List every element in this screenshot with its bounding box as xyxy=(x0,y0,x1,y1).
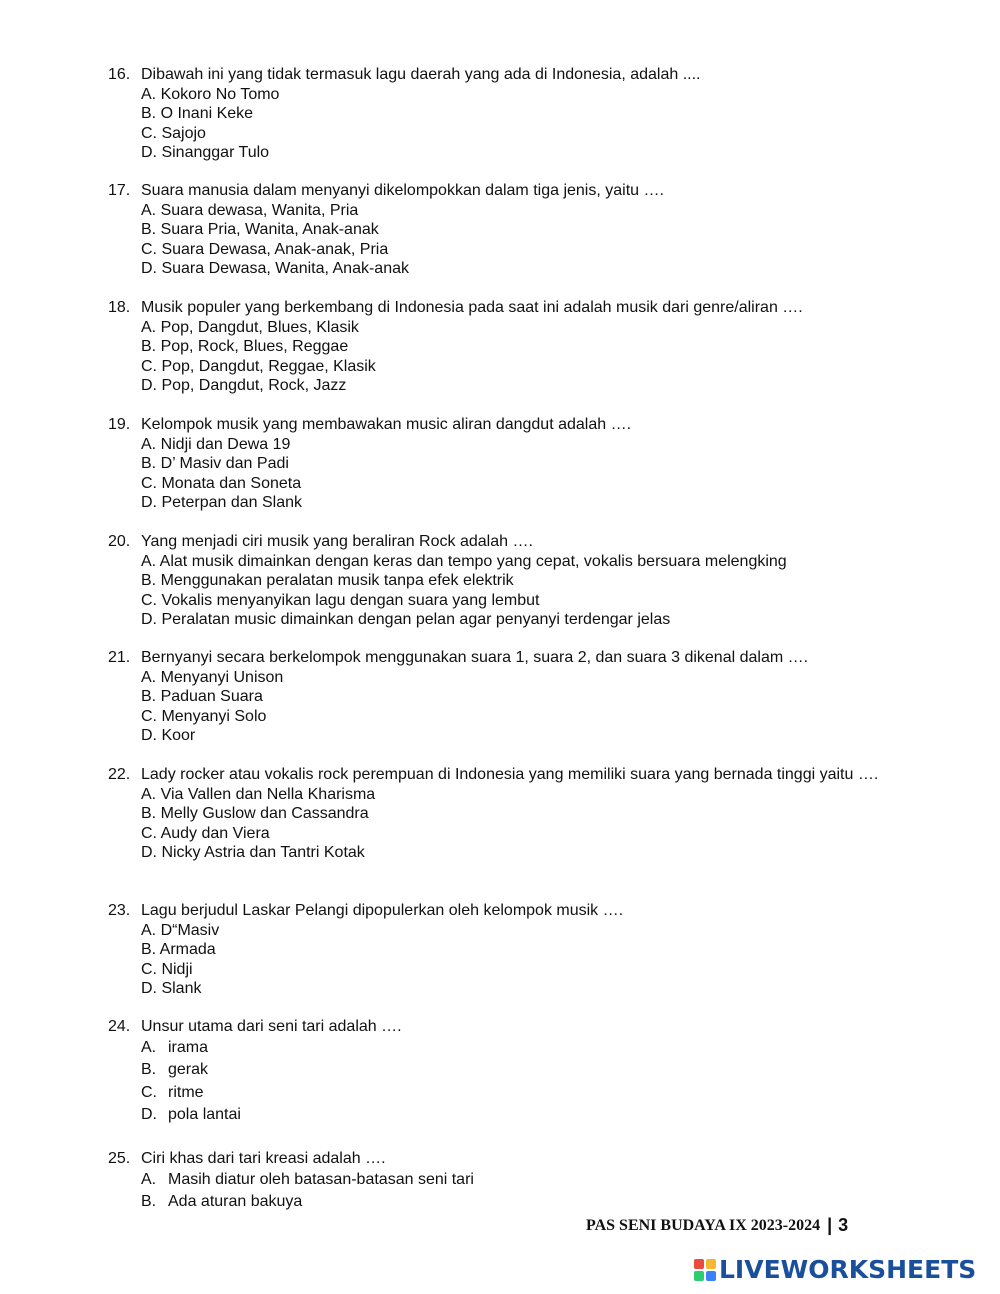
question-number: 20. xyxy=(108,533,131,550)
option-text: irama xyxy=(168,1038,209,1056)
option-label: C. xyxy=(141,1083,157,1101)
question-text: Ciri khas dari tari kreasi adalah …. xyxy=(141,1150,386,1167)
option-a[interactable] xyxy=(141,1169,892,1192)
option-c[interactable]: C. Menyanyi Solo xyxy=(141,707,267,725)
logo-square-l xyxy=(694,1259,704,1269)
option-text: gerak xyxy=(168,1061,209,1078)
logo-square-i xyxy=(706,1259,716,1269)
option-b[interactable]: B. O Inani Keke xyxy=(141,105,254,122)
option-d[interactable] xyxy=(141,1104,892,1127)
question-number: 24. xyxy=(108,1018,131,1035)
question-text: Yang menjadi ciri musik yang beraliran Rock adalah …. xyxy=(141,533,533,550)
option-text: Masih diatur oleh batasan-batasan seni tari xyxy=(168,1170,474,1188)
question-text: Kelompok musik yang membawakan music aliran dangdut adalah …. xyxy=(141,416,632,433)
question-text: Lagu berjudul Laskar Pelangi dipopulerkan oleh kelompok musik …. xyxy=(141,902,624,919)
liveworksheets-logo-icon xyxy=(694,1259,716,1281)
option-c[interactable]: C. Pop, Dangdut, Reggae, Klasik xyxy=(141,357,376,375)
question-number: 25. xyxy=(108,1150,131,1167)
option-b[interactable]: B. Menggunakan peralatan musik tanpa efek elektrik xyxy=(141,572,514,589)
option-a[interactable]: A. Alat musik dimainkan dengan keras dan tempo yang cepat, vokalis bersuara melengking xyxy=(141,552,787,570)
option-text: pola lantai xyxy=(168,1106,241,1123)
option-label: B. xyxy=(141,1193,157,1210)
logo-square-v xyxy=(694,1271,704,1281)
footer-title: PAS SENI BUDAYA IX 2023-2024 xyxy=(586,1216,821,1234)
question-number: 21. xyxy=(108,649,131,666)
question-text: Suara manusia dalam menyanyi dikelompokkan dalam tiga jenis, yaitu …. xyxy=(141,182,664,199)
question-number: 18. xyxy=(108,299,131,316)
option-b[interactable]: B. Suara Pria, Wanita, Anak-anak xyxy=(141,221,379,238)
option-b[interactable] xyxy=(141,1059,892,1082)
option-b[interactable]: B. Armada xyxy=(141,941,216,958)
option-c[interactable]: C. Audy dan Viera xyxy=(141,824,270,842)
option-b[interactable] xyxy=(141,1191,892,1214)
footer-separator: | xyxy=(827,1215,833,1235)
option-a[interactable]: A. Nidji dan Dewa 19 xyxy=(141,435,291,453)
question-17 xyxy=(108,181,892,279)
question-text: Dibawah ini yang tidak termasuk lagu daerah yang ada di Indonesia, adalah .... xyxy=(141,66,701,83)
option-d[interactable]: D. Koor xyxy=(141,727,196,744)
option-d[interactable]: D. Pop, Dangdut, Rock, Jazz xyxy=(141,377,347,394)
page-number: 3 xyxy=(838,1215,849,1235)
question-text: Musik populer yang berkembang di Indonesia pada saat ini adalah musik dari genre/aliran …. xyxy=(141,299,803,316)
question-text: Bernyanyi secara berkelompok menggunakan suara 1, suara 2, dan suara 3 dikenal dalam …. xyxy=(141,649,809,666)
question-20 xyxy=(108,532,892,630)
option-label: B. xyxy=(141,1061,157,1078)
brand-name: LIVEWORKSHEETS xyxy=(719,1255,977,1284)
option-b[interactable]: B. Melly Guslow dan Cassandra xyxy=(141,805,369,822)
option-label: A. xyxy=(141,1038,157,1056)
question-number: 16. xyxy=(108,66,131,83)
option-a[interactable]: A. Pop, Dangdut, Blues, Klasik xyxy=(141,318,359,336)
option-text: Ada aturan bakuya xyxy=(168,1193,303,1210)
page-footer xyxy=(586,1215,848,1236)
liveworksheets-logo xyxy=(694,1255,976,1284)
question-number: 22. xyxy=(108,766,131,783)
option-a[interactable]: A. Suara dewasa, Wanita, Pria xyxy=(141,201,359,219)
option-a[interactable]: A. D“Masiv xyxy=(141,921,220,939)
option-text: ritme xyxy=(168,1083,204,1101)
question-number: 17. xyxy=(108,182,131,199)
question-text: Unsur utama dari seni tari adalah …. xyxy=(141,1018,402,1035)
option-b[interactable]: B. Paduan Suara xyxy=(141,688,263,705)
question-18 xyxy=(108,298,892,396)
question-24 xyxy=(108,1017,892,1127)
question-21 xyxy=(108,648,892,746)
option-c[interactable]: C. Vokalis menyanyikan lagu dengan suara yang lembut xyxy=(141,591,540,609)
question-number: 19. xyxy=(108,416,131,433)
option-a[interactable]: A. Via Vallen dan Nella Kharisma xyxy=(141,785,376,803)
logo-square-e xyxy=(706,1271,716,1281)
option-a[interactable]: A. Menyanyi Unison xyxy=(141,668,284,686)
option-c[interactable]: C. Monata dan Soneta xyxy=(141,474,302,492)
question-number: 23. xyxy=(108,902,131,919)
question-16 xyxy=(108,65,892,163)
option-d[interactable]: D. Nicky Astria dan Tantri Kotak xyxy=(141,844,365,861)
option-label: A. xyxy=(141,1170,157,1188)
option-c[interactable] xyxy=(141,1082,892,1105)
option-a[interactable] xyxy=(141,1037,892,1060)
option-label: D. xyxy=(141,1106,157,1123)
option-b[interactable]: B. D’ Masiv dan Padi xyxy=(141,455,289,472)
option-a[interactable]: A. Kokoro No Tomo xyxy=(141,85,280,103)
option-d[interactable]: D. Sinanggar Tulo xyxy=(141,144,270,161)
option-d[interactable]: D. Suara Dewasa, Wanita, Anak-anak xyxy=(141,260,409,277)
option-b[interactable]: B. Pop, Rock, Blues, Reggae xyxy=(141,338,349,355)
question-25 xyxy=(108,1149,892,1214)
question-text: Lady rocker atau vokalis rock perempuan di Indonesia yang memiliki suara yang bernada tinggi yaitu …. xyxy=(141,766,879,783)
question-22 xyxy=(108,765,892,863)
option-c[interactable]: C. Sajojo xyxy=(141,124,206,142)
option-d[interactable]: D. Peterpan dan Slank xyxy=(141,494,302,511)
option-d[interactable]: D. Peralatan music dimainkan dengan pelan agar penyanyi terdengar jelas xyxy=(141,611,671,628)
option-c[interactable]: C. Suara Dewasa, Anak-anak, Pria xyxy=(141,240,389,258)
option-d[interactable]: D. Slank xyxy=(141,980,202,997)
question-23 xyxy=(108,901,892,999)
option-c[interactable]: C. Nidji xyxy=(141,960,193,978)
question-19 xyxy=(108,415,892,513)
